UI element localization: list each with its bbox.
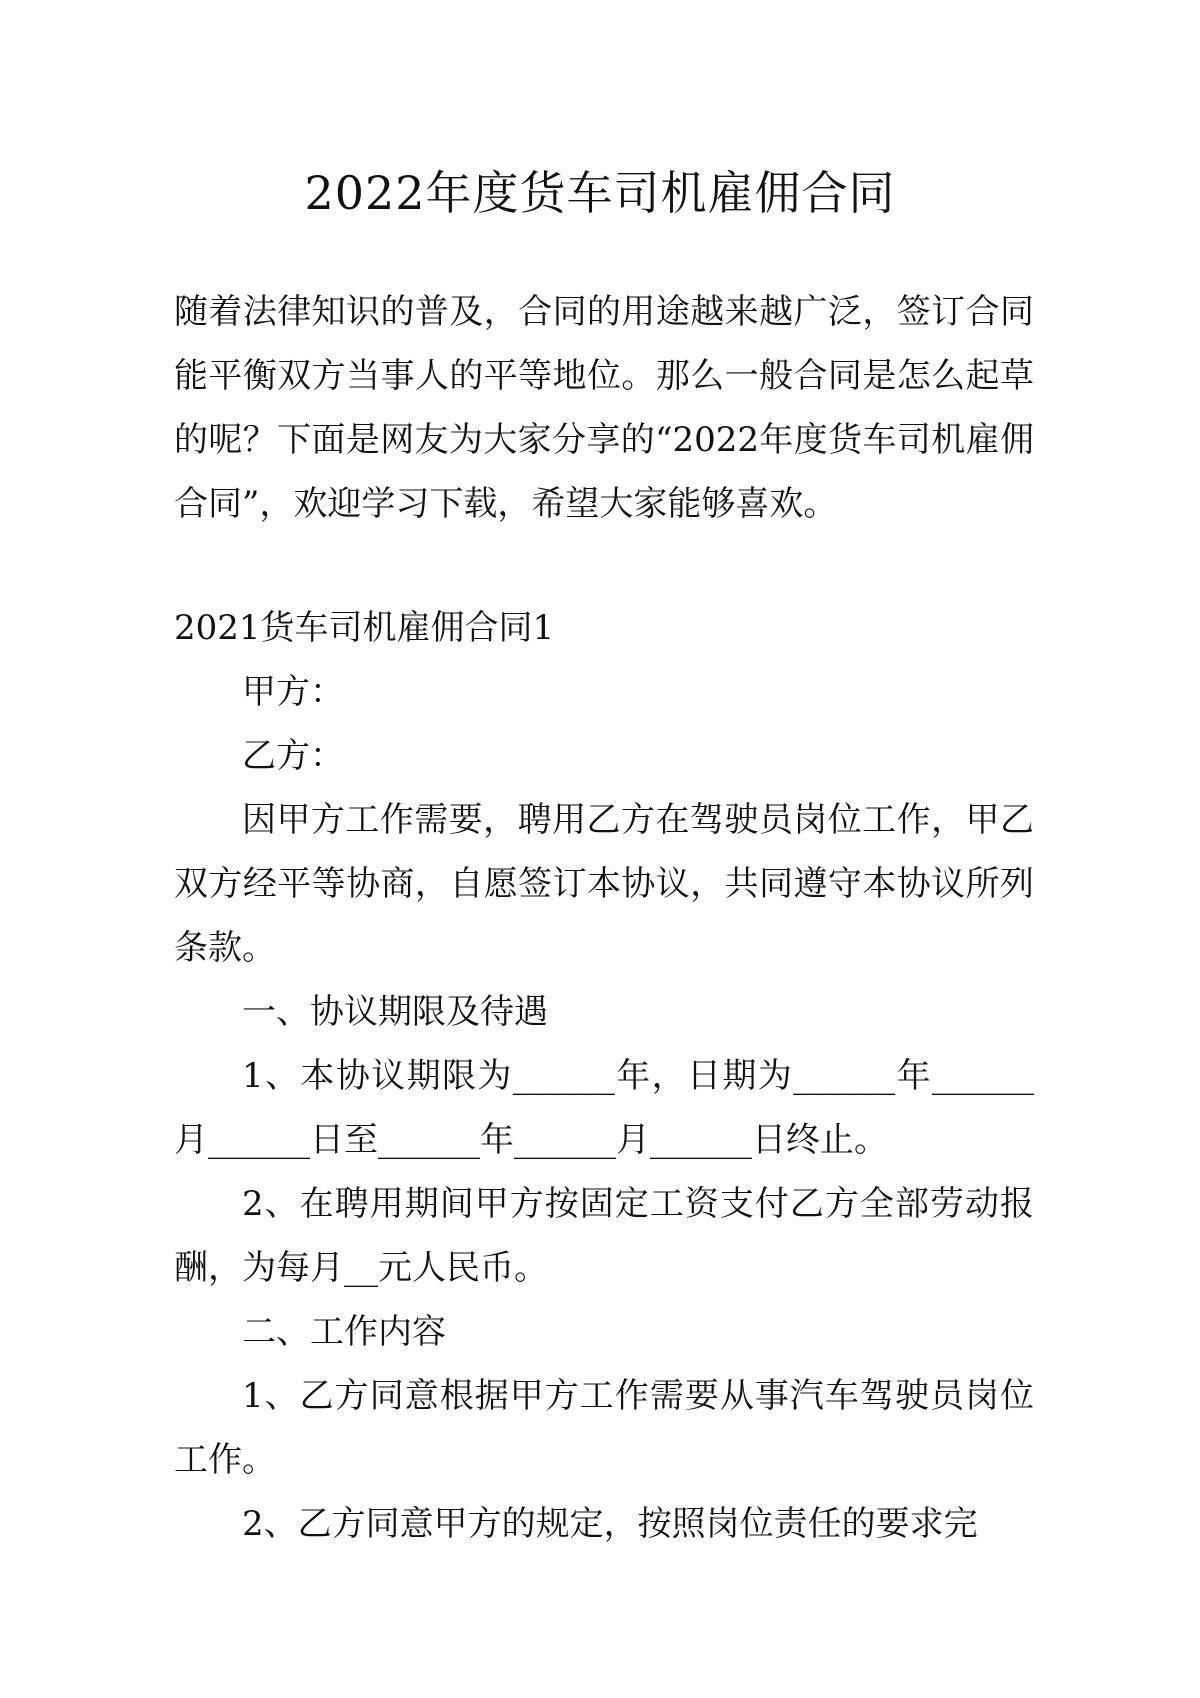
document-title: 2022年度货车司机雇佣合同 — [304, 165, 896, 220]
party-b-line: 乙方： — [242, 736, 344, 776]
clause-2-2: 2、乙方同意甲方的规定，按照岗位责任的要求完 — [242, 1504, 978, 1544]
clause-1-1: 1、本协议期限为______年，日期为______年______月______日至______年______月______日终止。 — [174, 1056, 1034, 1160]
document-body — [174, 280, 1034, 1556]
clause-heading-2: 二、工作内容 — [242, 1312, 446, 1352]
intro-paragraph: 随着法律知识的普及，合同的用途越来越广泛，签订合同能平衡双方当事人的平等地位。那么一般合同是怎么起草的呢？下面是网友为大家分享的“2022年度货车司机雇佣合同”，欢迎学习下载，希望大家能够喜欢。 — [174, 292, 1034, 524]
preamble-paragraph: 因甲方工作需要，聘用乙方在驾驶员岗位工作，甲乙双方经平等协商，自愿签订本协议，共同遵守本协议所列条款。 — [174, 800, 1034, 968]
section-heading: 2021货车司机雇佣合同1 — [174, 608, 555, 648]
clause-2-1: 1、乙方同意根据甲方工作需要从事汽车驾驶员岗位工作。 — [174, 1376, 1034, 1480]
clause-heading-1: 一、协议期限及待遇 — [242, 992, 548, 1032]
party-a-line: 甲方： — [242, 672, 344, 712]
clause-1-2: 2、在聘用期间甲方按固定工资支付乙方全部劳动报酬，为每月__元人民币。 — [174, 1184, 1034, 1288]
